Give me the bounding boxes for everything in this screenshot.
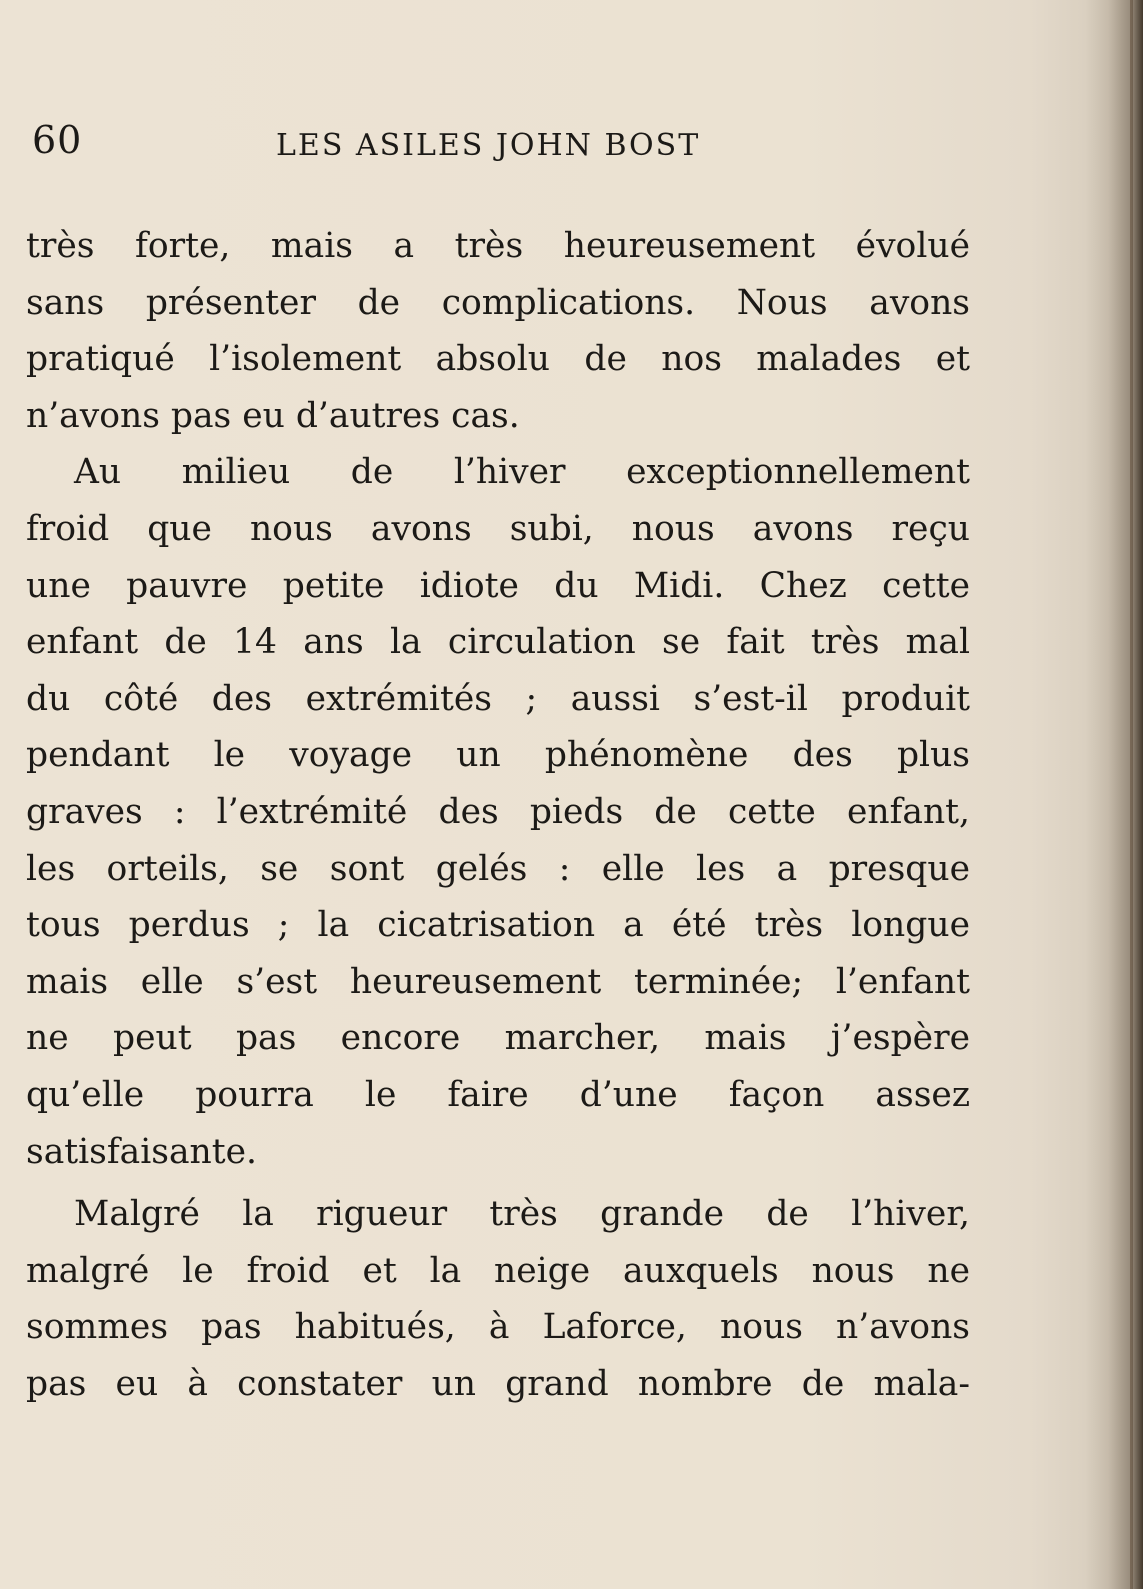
body-text [26, 218, 970, 1412]
text-line: ne peut pas encore marcher, mais j’espère [26, 1018, 970, 1059]
text-line: mais elle s’est heureusement terminée; l’enfant [26, 961, 970, 1002]
paragraph [26, 218, 970, 444]
text-line: graves : l’extrémité des pieds de cette enfant, [26, 791, 970, 832]
page-number: 60 [32, 118, 83, 162]
text-line: Au milieu de l’hiver exceptionnellement [74, 452, 970, 493]
page-header [32, 112, 932, 172]
text-line: pratiqué l’isolement absolu de nos malades et [26, 339, 970, 380]
text-line: n’avons pas eu d’autres cas. [26, 395, 520, 436]
text-line: pas eu à constater un grand nombre de mala- [26, 1363, 970, 1404]
paragraph [26, 1186, 970, 1412]
paragraph [26, 444, 970, 1180]
text-line: sommes pas habitués, à Laforce, nous n’avons [26, 1307, 970, 1348]
text-line: les orteils, se sont gelés : elle les a presque [26, 848, 970, 889]
text-line: tous perdus ; la cicatrisation a été très longue [26, 905, 970, 946]
text-line: sans présenter de complications. Nous avons [26, 282, 970, 323]
text-line: pendant le voyage un phénomène des plus [26, 735, 970, 776]
text-line: Malgré la rigueur très grande de l’hiver, [74, 1194, 970, 1235]
running-head: LES ASILES JOHN BOST [276, 128, 701, 163]
text-line: froid que nous avons subi, nous avons reçu [26, 508, 970, 549]
text-line: enfant de 14 ans la circulation se fait très mal [26, 622, 970, 663]
gutter-shadow [1085, 0, 1143, 1589]
text-line: du côté des extrémités ; aussi s’est-il produit [26, 678, 970, 719]
text-line: une pauvre petite idiote du Midi. Chez cette [26, 565, 970, 606]
text-line: malgré le froid et la neige auxquels nous ne [26, 1250, 970, 1291]
text-line: satisfaisante. [26, 1131, 257, 1172]
text-line: très forte, mais a très heureusement évolué [26, 226, 970, 266]
text-line: qu’elle pourra le faire d’une façon assez [26, 1074, 970, 1115]
page-edge [1130, 0, 1133, 1589]
